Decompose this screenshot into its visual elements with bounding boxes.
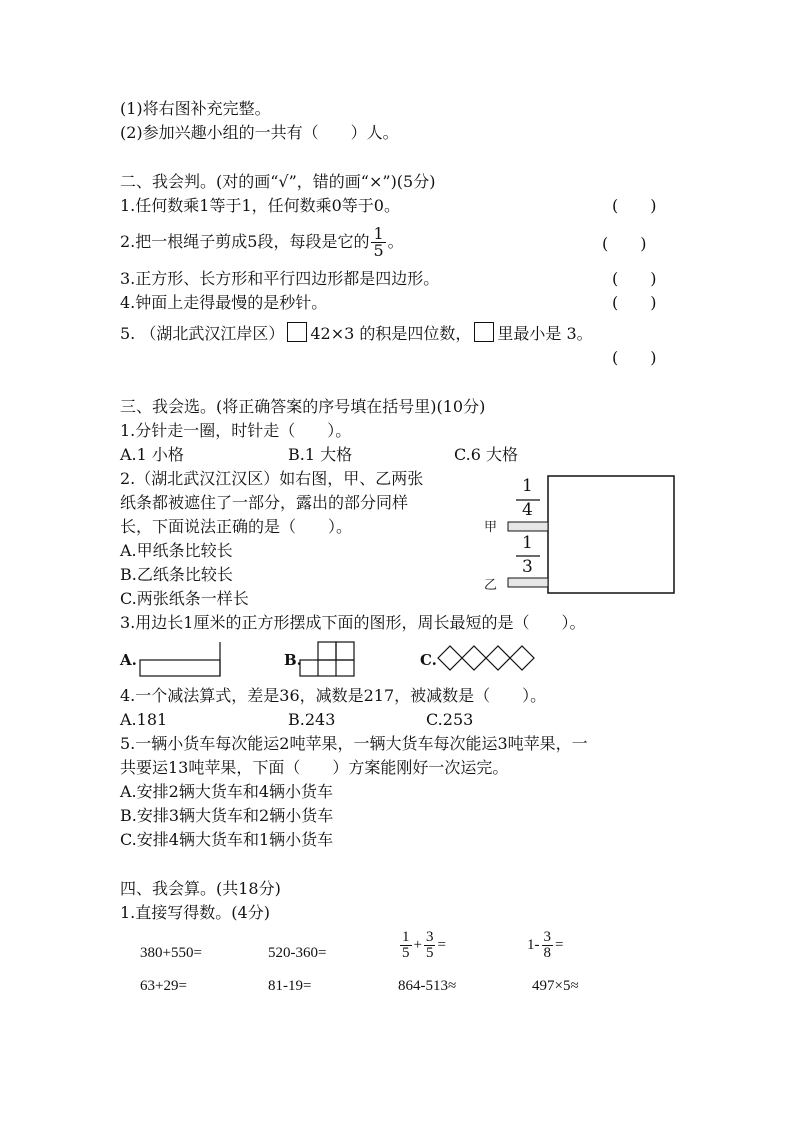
choice-q5-stem-line1: 5.一辆小货车每次能运2吨苹果，一辆大货车每次能运3吨苹果，一: [120, 734, 588, 753]
judge-item-4: 4.钟面上走得最慢的是秒针。: [120, 293, 328, 312]
shape-b: [300, 642, 354, 676]
choice-q1-option-c: C.6 大格: [454, 445, 519, 464]
judge-item-2: 2.把一根绳子剪成5段，每段是它的 $\frac{1}{5}$ 。: [120, 224, 404, 260]
choice-q3-stem: 3.用边长1厘米的正方形摆成下面的图形，周长最短的是（ ）。: [120, 613, 586, 632]
choice-q5-stem-line2: 共要运13吨苹果，下面（ ）方案能刚好一次运完。: [120, 758, 509, 777]
choice-q4-option-c: C.253: [426, 710, 474, 729]
choice-q2-option-b: B.乙纸条比较长: [120, 565, 233, 584]
choice-q4-option-b: B.243: [288, 710, 336, 729]
choice-q1-stem: 1.分针走一圈，时针走（ ）。: [120, 421, 352, 440]
answer-blank-judge-5[interactable]: ( ): [612, 348, 657, 367]
calc-sub-heading: 1.直接写得数。(4分): [120, 903, 270, 922]
choice-q1-option-a: A.1 小格: [120, 445, 184, 464]
choice-q1-option-b: B.1 大格: [288, 445, 353, 464]
calc-item: 497×5≈: [532, 978, 579, 994]
choice-q2-option-c: C.两张纸条一样长: [120, 589, 249, 608]
choice-q4-option-a: A.181: [120, 710, 168, 729]
blank-box-icon: [474, 322, 494, 342]
label-yi: 乙: [484, 578, 498, 593]
question-1-2: (2)参加兴趣小组的一共有（ ）人。: [120, 123, 399, 142]
shape-options-drawing: [120, 640, 540, 680]
choice-q2-stem-line3: 长，下面说法正确的是（ ）。: [120, 517, 353, 536]
shape-options: [120, 640, 540, 680]
shape-option-b-label: B.: [284, 651, 302, 669]
calc-item-fraction-sum: $\frac{1}{5}$ + $\frac{3}{5}$ =: [402, 929, 446, 961]
calc-item: 864-513≈: [398, 978, 457, 994]
answer-blank-judge-1[interactable]: ( ): [612, 196, 657, 215]
choice-q2-option-a: A.甲纸条比较长: [120, 541, 233, 560]
answer-blank-judge-2[interactable]: ( ): [602, 234, 647, 253]
calc-item: 520-360=: [268, 945, 327, 961]
choice-q4-stem: 4.一个减法算式，差是36，减数是217，被减数是（ ）。: [120, 686, 547, 705]
fraction-numerator: 1: [522, 533, 533, 553]
answer-blank-judge-4[interactable]: ( ): [612, 293, 657, 312]
fraction-numerator: 1: [522, 476, 533, 496]
choice-q2-stem-line2: 纸条都被遮住了一部分，露出的部分同样: [120, 493, 409, 512]
answer-blank-judge-3[interactable]: ( ): [612, 269, 657, 288]
section-heading-calculate: 四、我会算。(共18分): [120, 879, 281, 898]
paper-strips-drawing: [478, 472, 678, 596]
question-1-1: (1)将右图补充完整。: [120, 99, 271, 118]
shape-c: [438, 646, 534, 670]
strip-jia: [508, 522, 548, 531]
paper-strips-figure: [478, 472, 678, 596]
calc-item: 63+29=: [140, 978, 187, 994]
shape-option-a-label: A.: [120, 651, 137, 669]
calc-item: 81-19=: [268, 978, 312, 994]
label-jia: 甲: [484, 520, 498, 535]
fraction-denominator: 4: [522, 500, 533, 520]
calc-item: 380+550=: [140, 945, 202, 961]
section-heading-judge: 二、我会判。(对的画“√”，错的画“×”)(5分): [120, 172, 436, 191]
choice-q5-option-b: B.安排3辆大货车和2辆小货车: [120, 806, 334, 825]
shape-a: [140, 642, 220, 676]
shape-option-c-label: C.: [420, 651, 437, 669]
section-heading-choose: 三、我会选。(将正确答案的序号填在括号里)(10分): [120, 397, 486, 416]
strip-yi: [508, 578, 548, 587]
blank-box-icon: [287, 322, 307, 342]
judge-item-3: 3.正方形、长方形和平行四边形都是四边形。: [120, 269, 440, 288]
judge-item-5: 5. （湖北武汉江岸区） 42×3 的积是四位数， 里最小是 3。: [120, 324, 593, 343]
cover-square: [548, 476, 674, 593]
judge-item-2-text: 2.把一根绳子剪成5段，每段是它的: [120, 232, 370, 251]
calc-item-fraction-diff: 1- $\frac{3}{8}$ =: [527, 929, 564, 961]
judge-item-1: 1.任何数乘1等于1，任何数乘0等于0。: [120, 196, 400, 215]
choice-q5-option-a: A.安排2辆大货车和4辆小货车: [120, 782, 334, 801]
choice-q2-stem-line1: 2.（湖北武汉江汉区）如右图，甲、乙两张: [120, 469, 424, 488]
choice-q5-option-c: C.安排4辆大货车和1辆小货车: [120, 830, 334, 849]
fraction-one-fifth: $\frac{1}{5}$: [373, 224, 384, 260]
fraction-denominator: 3: [522, 557, 533, 577]
